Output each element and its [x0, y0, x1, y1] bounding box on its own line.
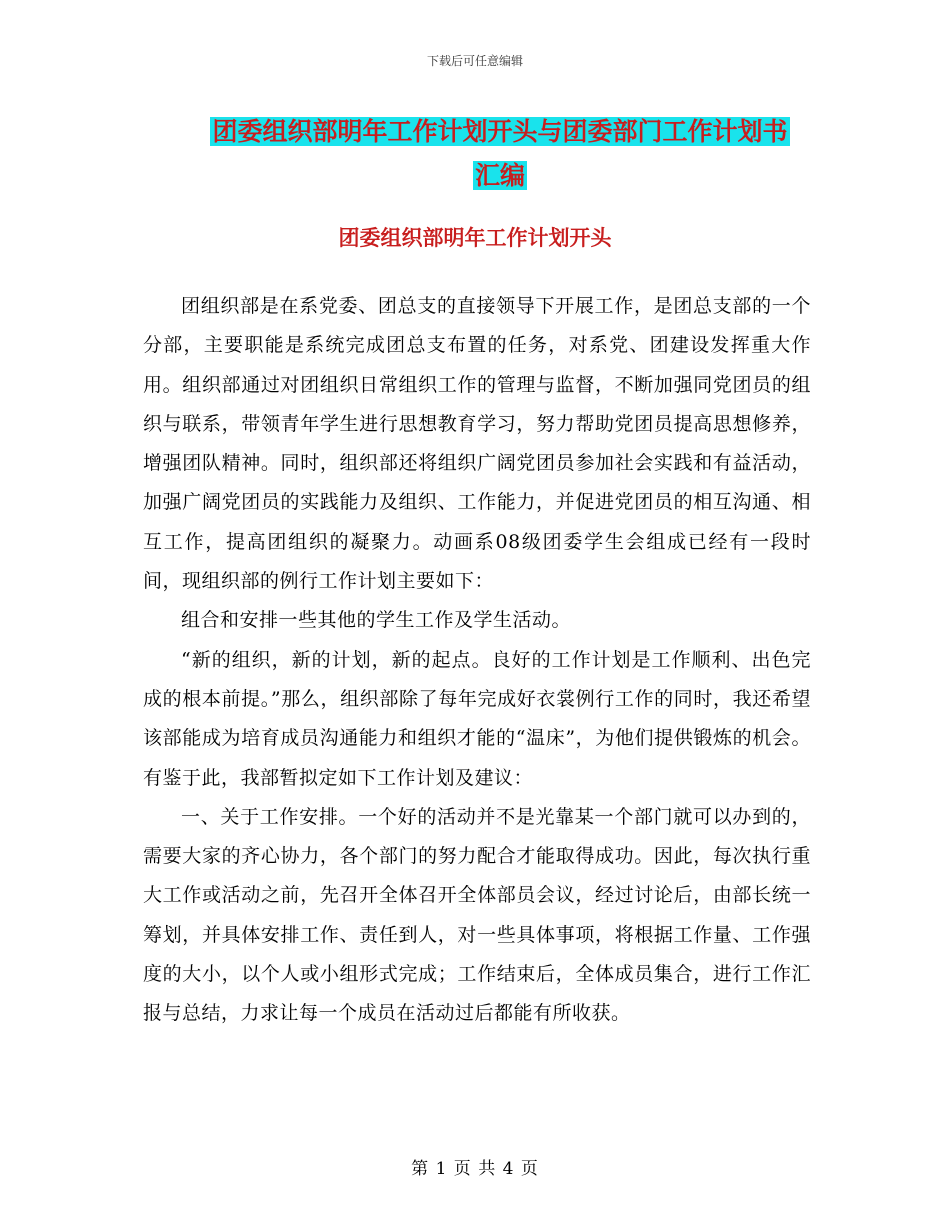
paragraph-intro: 团组织部是在系党委、团总支的直接领导下开展工作，是团总支部的一个分部，主要职能是系统完成团总支布置的任务，对系党、团建设发挥重大作用。组织部通过对团组织日常组织工作的管理与监督，不断加强同党团员的组织与联系，带领青年学生进行思想教育学习，努力帮助党团员提高思想修养，增强团队精神。同时，组织部还将组织广阔党团员参加社会实践和有益活动，加强广阔党团员的实践能力及组织、工作能力，并促进党团员的相互沟通、相互工作，提高团组织的凝聚力。动画系08级团委学生会组成已经有一段时间，现组织部的例行工作计划主要如下： [143, 295, 811, 593]
paragraph-quote: “新的组织，新的计划，新的起点。良好的工作计划是工作顺利、出色完成的根本前提。”那么，组织部除了每年完成好衣裳例行工作的同时，我还希望该部能成为培育成员沟通能力和组织才能的“温床”，为他们提供锻炼的机会。有鉴于此，我部暂拟定如下工作计划及建议： [143, 648, 811, 789]
document-body [143, 287, 811, 1034]
document-title-line2: 汇编 [474, 161, 525, 190]
document-title-line1: 团委组织部明年工作计划开头与团委部门工作计划书 [212, 117, 788, 146]
section-title: 团委组织部明年工作计划开头 [338, 226, 612, 250]
paragraph-work-arrangement: 一、关于工作安排。一个好的活动并不是光靠某一个部门就可以办到的，需要大家的齐心协力，各个部门的努力配合才能取得成功。因此，每次执行重大工作或活动之前，先召开全体召开全体部员会议，经过讨论后，由部长统一筹划，并具体安排工作、责任到人，对一些具体事项，将根据工作量、工作强度的大小，以个人或小组形式完成；工作结束后，全体成员集合，进行工作汇报与总结，力求让每一个成员在活动过后都能有所收获。 [143, 805, 811, 1025]
document-title [180, 110, 820, 198]
page-footer: 第 1 页 共 4 页 [411, 1159, 539, 1179]
header-note: 下载后可任意编辑 [426, 54, 523, 68]
paragraph-activities: 组合和安排一些其他的学生工作及学生活动。 [181, 609, 572, 632]
